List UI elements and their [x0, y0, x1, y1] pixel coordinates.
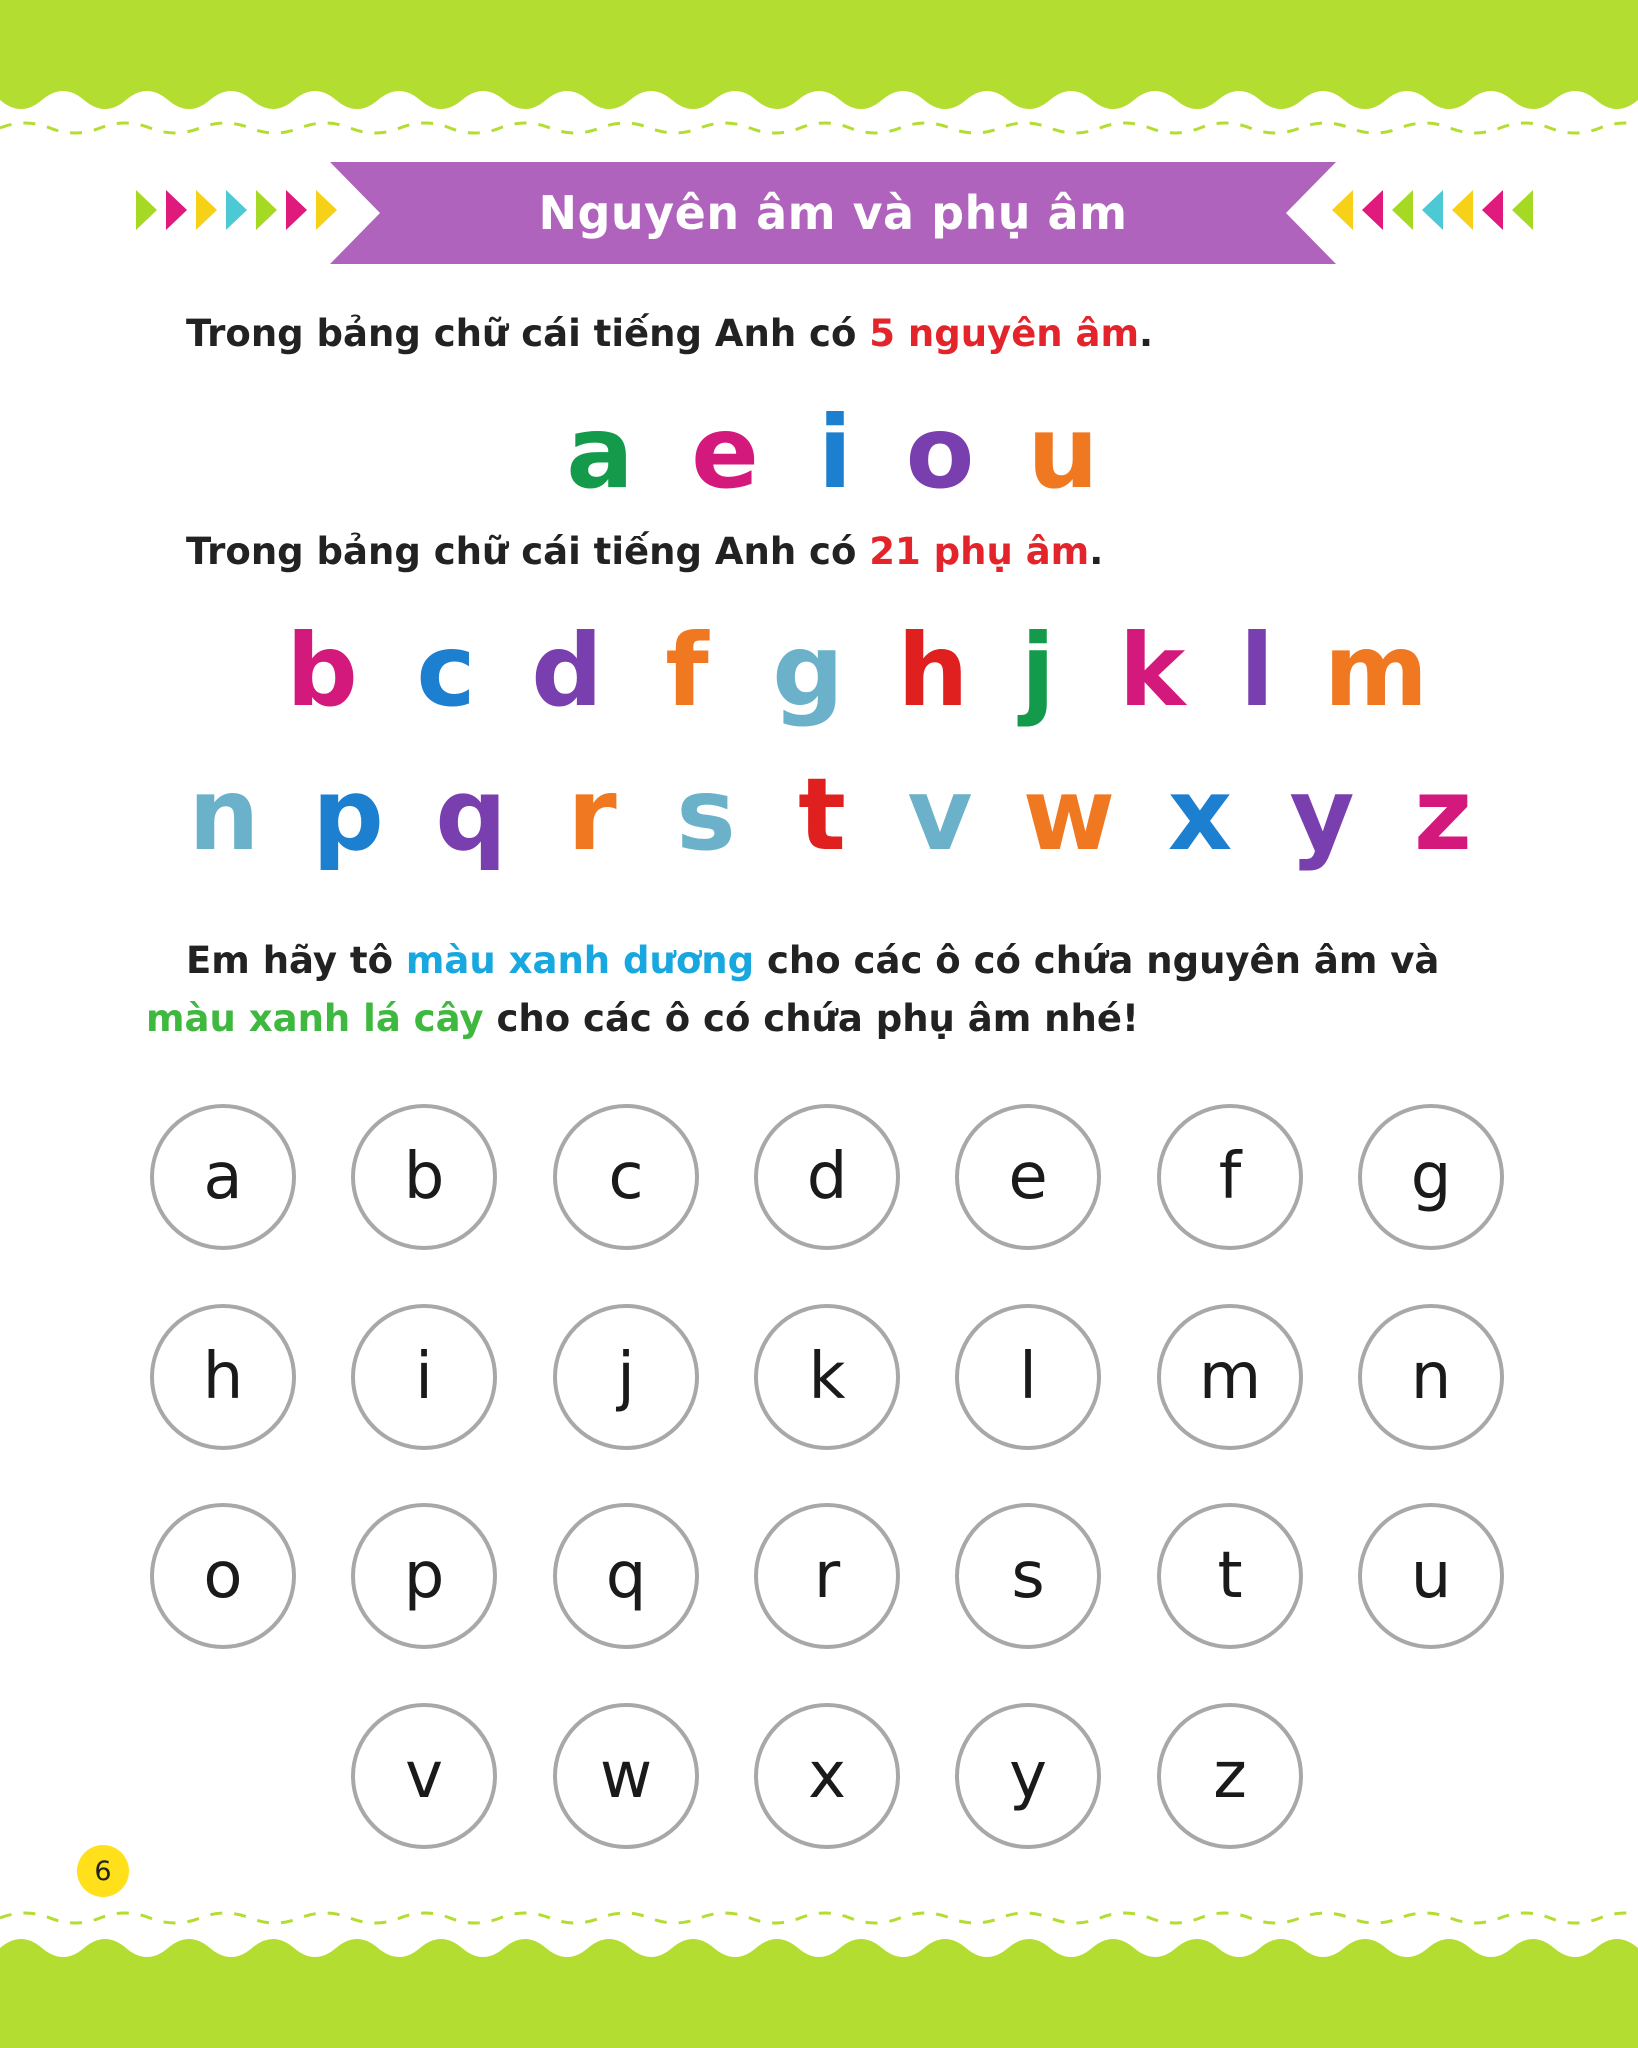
colored-letter-n: n — [188, 756, 260, 873]
letter-circle-label: g — [1410, 1140, 1452, 1214]
vowels-display — [0, 378, 1638, 528]
letter-circle-label: s — [1011, 1539, 1045, 1613]
letter-circle-z[interactable] — [1157, 1703, 1303, 1849]
colored-letter-k: k — [1118, 612, 1186, 729]
colored-letter-q: q — [435, 756, 507, 873]
colored-letter-b: b — [286, 612, 358, 729]
arrow-right-icon — [286, 190, 307, 230]
letter-circle-label: x — [808, 1739, 846, 1813]
letter-circle-r[interactable] — [754, 1503, 900, 1649]
colored-letter-v: v — [907, 756, 973, 873]
arrow-left-icon — [1362, 190, 1383, 230]
page-title: Nguyên âm và phụ âm — [538, 186, 1128, 240]
instruction-blue-highlight: màu xanh dương — [405, 939, 755, 982]
colored-letter-f: f — [665, 612, 709, 729]
letter-circle-label: u — [1410, 1539, 1452, 1613]
colored-letter-x: x — [1167, 756, 1233, 873]
consonants-count-highlight: 21 phụ âm — [869, 530, 1090, 573]
letter-circle-q[interactable] — [553, 1503, 699, 1649]
colored-letter-w: w — [1022, 756, 1116, 873]
letter-circle-d[interactable] — [754, 1104, 900, 1250]
letter-circle-x[interactable] — [754, 1703, 900, 1849]
letter-circle-label: t — [1217, 1539, 1243, 1613]
colored-letter-i: i — [817, 394, 853, 511]
letter-circle-label: l — [1019, 1340, 1037, 1414]
colored-letter-u: u — [1027, 394, 1099, 511]
letter-circle-label: q — [605, 1539, 647, 1613]
arrow-left-icon — [1392, 190, 1413, 230]
arrow-left-icon — [1482, 190, 1503, 230]
colored-letter-a: a — [566, 394, 634, 511]
vowels-sentence-prefix: Trong bảng chữ cái tiếng Anh có — [186, 312, 870, 355]
letter-circle-h[interactable] — [150, 1304, 296, 1450]
letter-circle-o[interactable] — [150, 1503, 296, 1649]
letter-circle-label: r — [813, 1539, 841, 1613]
colored-letter-t: t — [798, 756, 846, 873]
letter-circle-u[interactable] — [1358, 1503, 1504, 1649]
letter-circle-label: d — [806, 1140, 848, 1214]
arrow-left-icon — [1512, 190, 1533, 230]
letter-circle-w[interactable] — [553, 1703, 699, 1849]
letter-circle-k[interactable] — [754, 1304, 900, 1450]
left-arrow-decoration — [136, 190, 337, 230]
consonants-sentence-suffix: . — [1089, 530, 1104, 573]
bottom-wave-band — [0, 1890, 1638, 2048]
letter-circle-label: v — [405, 1739, 443, 1813]
letter-circle-p[interactable] — [351, 1503, 497, 1649]
letter-circle-label: f — [1218, 1140, 1242, 1214]
letter-circle-t[interactable] — [1157, 1503, 1303, 1649]
colored-letter-m: m — [1323, 612, 1429, 729]
letter-circle-label: a — [203, 1140, 243, 1214]
letter-circle-f[interactable] — [1157, 1104, 1303, 1250]
letter-circle-label: w — [599, 1739, 653, 1813]
letter-circle-label: b — [403, 1140, 445, 1214]
vowels-count-highlight: 5 nguyên âm — [869, 312, 1140, 355]
colored-letter-l: l — [1239, 612, 1275, 729]
letter-circle-v[interactable] — [351, 1703, 497, 1849]
letter-circle-label: j — [617, 1340, 635, 1414]
letter-circle-label: p — [403, 1539, 445, 1613]
letter-circle-l[interactable] — [955, 1304, 1101, 1450]
vowels-sentence — [186, 312, 1153, 355]
colored-letter-r: r — [567, 756, 617, 873]
arrow-right-icon — [196, 190, 217, 230]
colored-letter-z: z — [1413, 756, 1473, 873]
arrow-left-icon — [1452, 190, 1473, 230]
letter-circle-label: y — [1009, 1739, 1047, 1813]
letter-circle-label: z — [1213, 1739, 1247, 1813]
consonants-sentence-prefix: Trong bảng chữ cái tiếng Anh có — [186, 530, 870, 573]
letter-circle-label: c — [608, 1140, 644, 1214]
coloring-instruction — [146, 932, 1506, 1048]
letter-circle-s[interactable] — [955, 1503, 1101, 1649]
letter-circle-c[interactable] — [553, 1104, 699, 1250]
letter-circle-label: m — [1198, 1340, 1262, 1414]
colored-letter-h: h — [897, 612, 969, 729]
colored-letter-g: g — [772, 612, 844, 729]
letter-circle-y[interactable] — [955, 1703, 1101, 1849]
arrow-right-icon — [226, 190, 247, 230]
letter-circle-m[interactable] — [1157, 1304, 1303, 1450]
top-wave-band — [0, 0, 1638, 150]
letter-circle-i[interactable] — [351, 1304, 497, 1450]
consonants-sentence — [186, 530, 1103, 573]
instruction-part-1: Em hãy tô — [186, 939, 406, 982]
vowels-sentence-suffix: . — [1139, 312, 1154, 355]
arrow-right-icon — [136, 190, 157, 230]
colored-letter-e: e — [691, 394, 759, 511]
letter-circle-label: e — [1008, 1140, 1048, 1214]
right-arrow-decoration — [1332, 190, 1533, 230]
colored-letter-d: d — [531, 612, 603, 729]
letter-circle-n[interactable] — [1358, 1304, 1504, 1450]
colored-letter-y: y — [1289, 756, 1355, 873]
letter-circle-label: o — [203, 1539, 243, 1613]
colored-letter-s: s — [676, 756, 736, 873]
arrow-left-icon — [1422, 190, 1443, 230]
letter-circle-j[interactable] — [553, 1304, 699, 1450]
page-number-badge — [77, 1845, 129, 1897]
instruction-part-2: cho các ô có chứa nguyên âm và — [754, 939, 1440, 982]
page-number: 6 — [94, 1855, 112, 1887]
letter-circle-b[interactable] — [351, 1104, 497, 1250]
instruction-green-highlight: màu xanh lá cây — [146, 997, 484, 1040]
arrow-right-icon — [256, 190, 277, 230]
letter-circle-label: h — [202, 1340, 244, 1414]
letter-circle-g[interactable] — [1358, 1104, 1504, 1250]
consonants-display-row-2 — [0, 740, 1638, 890]
letter-circle-label: n — [1410, 1340, 1452, 1414]
letter-circle-label: k — [808, 1340, 846, 1414]
colored-letter-c: c — [416, 612, 476, 729]
letter-circle-a[interactable] — [150, 1104, 296, 1250]
title-banner — [330, 162, 1336, 264]
colored-letter-o: o — [905, 394, 975, 511]
consonants-display-row-1 — [0, 596, 1638, 746]
letter-circle-label: i — [415, 1340, 433, 1414]
instruction-part-3: cho các ô có chứa phụ âm nhé! — [483, 997, 1139, 1040]
colored-letter-p: p — [312, 756, 384, 873]
arrow-right-icon — [166, 190, 187, 230]
letter-circle-e[interactable] — [955, 1104, 1101, 1250]
colored-letter-j: j — [1020, 612, 1056, 729]
